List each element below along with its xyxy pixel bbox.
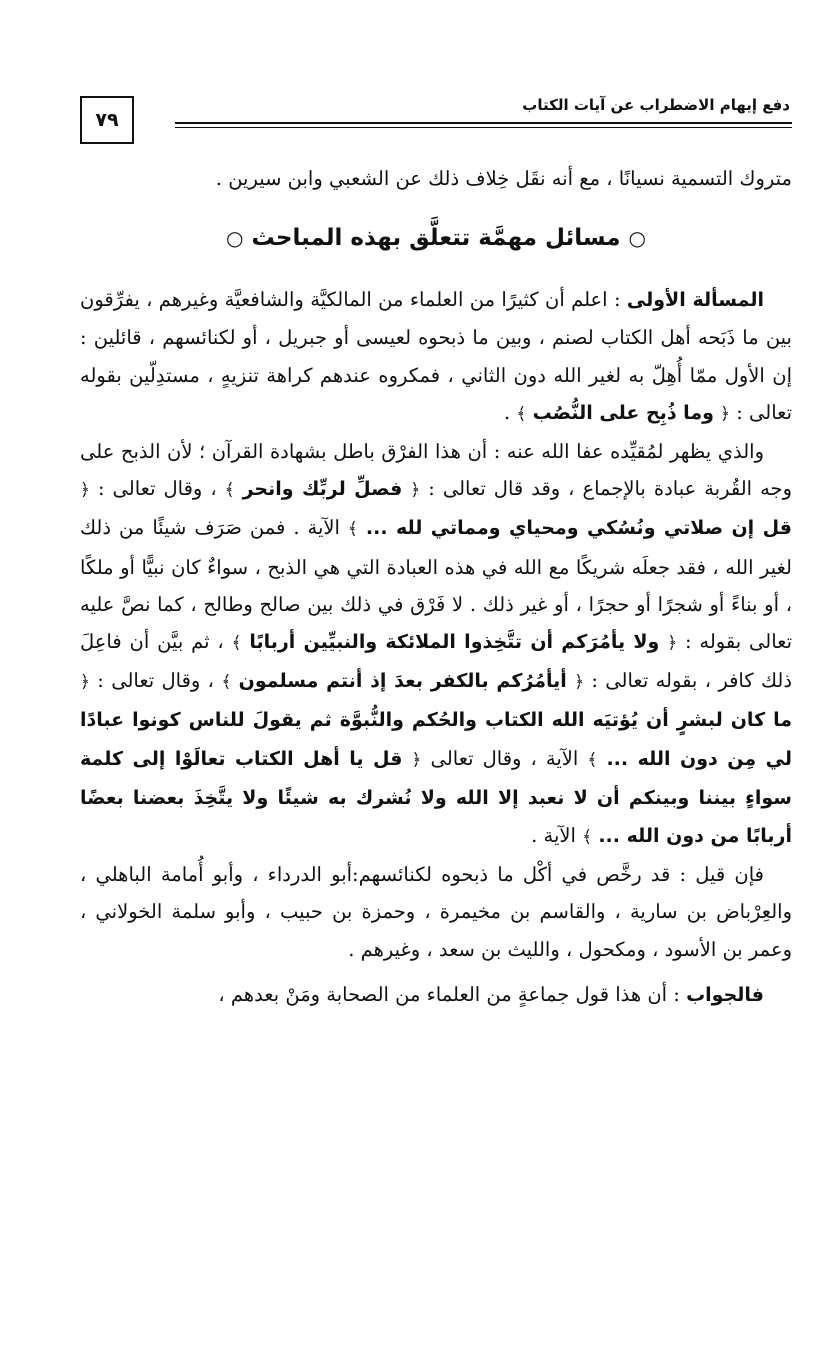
argument-text: ، وقال تعالى : xyxy=(89,477,225,501)
quran-bracket-open: ﴿ xyxy=(80,672,90,693)
paragraph-spacer xyxy=(80,968,792,976)
verse-quote: فصلِّ لربِّك وانحر xyxy=(242,478,403,501)
quran-bracket-close: ﴾ xyxy=(224,480,235,501)
intro-paragraph: متروك التسمية نسيانًا ، مع أنه نقَل خِلاف ذلك عن الشعبي وابن سيرين . xyxy=(215,167,792,190)
argument-text: والذي يظهر لمُقيِّده عفا الله عنه : أن هذا الفرْق باطل بشهادة القرآن ؛ لأن الذبح على وجه القُربة عبادة بالإجماع ، وقد قال تعالى : xyxy=(80,440,792,501)
quran-bracket-open: ﴿ xyxy=(574,672,585,693)
page-number-box xyxy=(80,96,134,144)
section-heading-text: مسائل مهمَّة تتعلَّق بهذه المباحث xyxy=(251,225,621,252)
heading-circle-icon: ○ xyxy=(628,226,646,251)
quran-bracket-open: ﴿ xyxy=(411,749,422,770)
quran-bracket-close: ﴾ xyxy=(582,827,593,848)
question-one-label: المسألة الأولى xyxy=(626,289,765,312)
quran-bracket-open: ﴿ xyxy=(667,633,678,654)
page-header xyxy=(80,90,792,150)
quran-bracket-close: ﴾ xyxy=(587,749,598,770)
argument-text: ، وقال تعالى : xyxy=(89,669,222,693)
verse-quote: وما ذُبِح على النُّصُب xyxy=(532,401,714,424)
page-number: ٧٩ xyxy=(95,109,119,131)
question-one-paragraph: المسألة الأولى : اعلم أن كثيرًا من العلماء من المالكيَّة والشافعيَّة وغيرهم ، يفرِّقون بين ما ذَبَحه أهل الكتاب لصنم ، وبين ما ذبحوه لعيسى أو جبريل ، أو لكنائسهم ، قائلين : إن الأول ممّا أُهِلّ به لغير الله دون الثاني ، فمكروه عندهم كراهة تنزيهٍ ، مستدِلّين بقوله تعالى : ﴿ وما ذُبِح على النُّصُب ﴾ . xyxy=(80,288,792,424)
objection-paragraph: فإن قيل : قد رخَّص في أكْل ما ذبحوه لكنائسهم:أبو الدرداء ، وأبو أُمامة الباهلي ، والعِرْباض بن سارية ، والقاسم بن مخيمرة ، وحمزة بن حبيب ، وأبو سلمة الخولاني ، وعمر بن الأسود ، ومكحول ، والليث بن سعد ، وغيرهم . xyxy=(80,863,792,961)
verse-quote: ولا يأمُرَكم أن تتَّخِذوا الملائكة والنبيِّين أربابًا xyxy=(249,631,660,654)
answer-label: فالجواب xyxy=(686,983,764,1006)
quran-bracket-open: ﴿ xyxy=(410,480,421,501)
answer-text: : أن هذا قول جماعةٍ من العلماء من الصحابة ومَنْ بعدهم ، xyxy=(218,982,687,1006)
verse-quote: قل إن صلاتي ونُسُكي ومحياي ومماتي لله ... xyxy=(365,517,792,540)
argument-text: الآية . فمن صَرَف شيئًا من ذلك لغير الله ، فقد جعلَه شريكًا مع الله في هذه العبادة التي هي الذبح ، سواءٌ كان نبيًّا أو ملكًا ، أو بناءً أو شجرًا أو حجرًا ، أو غير ذلك . لا فَرْق في ذلك بين صالح وطالح ، كما نصَّ عليه تعالى بقوله : xyxy=(80,516,792,654)
header-rule-thick xyxy=(175,122,792,124)
argument-paragraph xyxy=(80,433,792,856)
argument-text: ، ثم بيَّن أن فاعِلَ ذلك كافر ، بقوله تعالى : xyxy=(80,630,793,693)
page-body xyxy=(80,160,792,1260)
quran-bracket-open: ﴿ xyxy=(80,480,90,501)
verse-quote: أيأمُرُكم بالكفر بعدَ إذ أنتم مسلمون xyxy=(238,670,567,693)
verse-quote: قل يا أهل الكتاب تعالَوْا إلى كلمة سواءٍ بيننا وبينكم أن لا نعبد إلا الله ولا نُشرك به شيئًا ولا يتَّخِذَ بعضنا بعضًا أربابًا من دون الله ... xyxy=(80,747,792,848)
answer-paragraph xyxy=(80,976,792,1014)
quran-bracket-close: ﴾ xyxy=(231,633,242,654)
quran-bracket-close: ﴾ xyxy=(516,403,527,424)
header-rule-thin xyxy=(175,127,792,128)
argument-text: الآية ، وقال تعالى xyxy=(421,746,588,770)
section-heading xyxy=(80,225,792,251)
verse-quote: ما كان لبشرٍ أن يُؤتيَه الله الكتاب والحُكم والنُّبوَّة ثم يقولَ للناس كونوا عبادًا لي مِن دون الله ... xyxy=(80,709,792,770)
quran-bracket-open: ﴿ xyxy=(720,403,731,424)
quran-bracket-close: ﴾ xyxy=(347,519,358,540)
running-title: دفع إيهام الاضطراب عن آيات الكتاب xyxy=(522,96,790,114)
question-one-text: : اعلم أن كثيرًا من العلماء من المالكيَّة والشافعيَّة وغيرهم ، يفرِّقون بين ما ذَبَحه أهل الكتاب لصنم ، وبين ما ذبحوه لعيسى أو جبريل ، أو لكنائسهم ، قائلين : إن الأول ممّا أُهِلّ به لغير الله دون الثاني ، فمكروه عندهم كراهة تنزيهٍ ، مستدِلّين بقوله تعالى : xyxy=(80,288,792,424)
heading-circle-icon: ○ xyxy=(226,226,244,251)
quran-bracket-close: ﴾ xyxy=(221,672,232,693)
argument-text: الآية . xyxy=(531,824,583,848)
